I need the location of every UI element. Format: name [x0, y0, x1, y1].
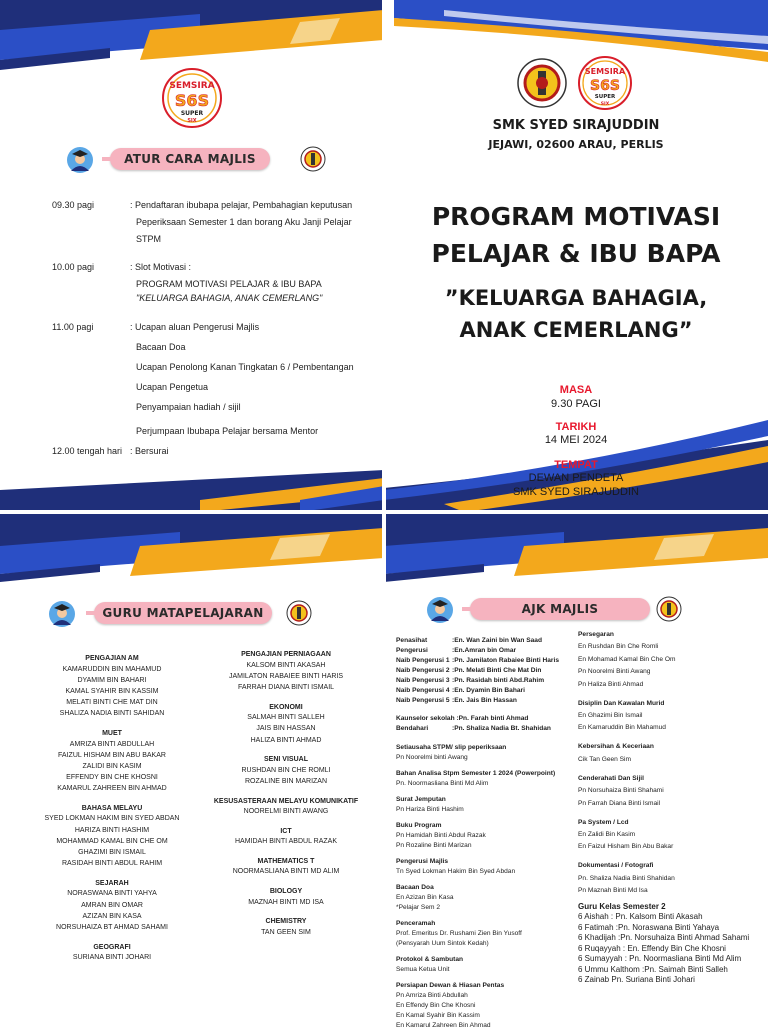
teacher-name: ROZALINE BIN MARIZAN: [244, 777, 328, 785]
subject-heading: MATHEMATICS T: [257, 857, 315, 865]
officer-name: :En.Amran bin Omar: [452, 647, 517, 654]
committee-member: Pn Amriza Binti Abdullah: [396, 992, 468, 999]
teacher-column-right: [188, 650, 384, 938]
panel-divider-horizontal: [0, 510, 768, 514]
teacher-name: SYED LOKMAN HAKIM BIN SYED ABDAN: [44, 815, 180, 823]
subject-heading: PENGAJIAN AM: [85, 655, 139, 662]
committee-member: Pn Hamidah Binti Abdul Razak: [396, 832, 486, 839]
subject-heading: MUET: [102, 729, 122, 737]
right-section-list: [578, 630, 768, 896]
committee-member: Pn Noorelmi Binti Awang: [578, 668, 651, 676]
teacher-name: KAMARUDDIN BIN MAHAMUD: [62, 665, 162, 673]
committee-member: Pn Rozaline Binti Marizan: [396, 842, 472, 849]
committee-member: Pn Noorelmi binti Awang: [396, 754, 468, 761]
teacher-name: HARIZA BINTI HASHIM: [74, 826, 150, 834]
officer-name: :Pn. Rasidah binti Abd.Rahim: [452, 677, 545, 684]
left-section-list: [396, 743, 576, 1031]
committee-member: Pn. Noormasliana Binti Md Alim: [396, 780, 489, 787]
committee-section-title: Surat Jemputan: [396, 796, 446, 803]
graduate-icon: [426, 596, 454, 624]
officer-role: Pengerusi: [396, 647, 428, 654]
officer-name: :En. Dyamin Bin Bahari: [452, 687, 525, 694]
committee-member: En Ghazimi Bin Ismail: [578, 711, 643, 719]
guru-kelas-list: [578, 912, 768, 985]
officer-row: [396, 636, 576, 646]
bendahari-row: Bendahari :Pn. Shaliza Nadia Bt. Shahidan: [396, 725, 551, 732]
tagline-line2: ANAK CEMERLANG”: [459, 318, 693, 342]
committee-member: En Effendy Bin Che Khosni: [396, 1002, 476, 1009]
teacher-name: JAIS BIN HASSAN: [256, 725, 316, 733]
officer-row: [396, 666, 576, 676]
teacher-name: HALIZA BINTI AHMAD: [250, 736, 322, 744]
school-crest-icon: [300, 146, 326, 172]
tempat-value-line2: SMK SYED SIRAJUDDIN: [513, 486, 639, 498]
committee-member: (Pensyarah Uum Sintok Kedah): [396, 940, 489, 947]
teacher-name: FAIZUL HISHAM BIN ABU BAKAR: [58, 751, 166, 759]
semsira-logo: [578, 56, 632, 110]
officer-row: [396, 686, 576, 696]
svg-text:S6S: S6S: [590, 78, 620, 94]
teacher-name: SHALIZA NADIA BINTI SAHIDAN: [59, 710, 165, 718]
subject-heading: BAHASA MELAYU: [81, 804, 143, 812]
committee-section-title: Pengerusi Majlis: [396, 858, 449, 865]
committee-member: Pn. Shaliza Nadia Binti Shahidan: [578, 874, 675, 882]
committee-member: En Faizul Hisham Bin Abu Bakar: [578, 843, 674, 851]
committee-member: Prof. Emeritus Dr. Rushami Zien Bin Yusoff: [396, 930, 522, 937]
officer-name: :En. Wan Zaini bin Wan Saad: [452, 637, 542, 644]
committee-member: Pn Maznah Binti Md Isa: [578, 887, 648, 895]
school-name: SMK SYED SIRAJUDDIN: [492, 118, 660, 133]
officer-role: Penasihat: [396, 637, 428, 644]
teacher-name: DYAMIM BIN BAHARI: [77, 676, 147, 684]
committee-member: En Kamaruddin Bin Mahamud: [578, 724, 666, 732]
committee-section-title: Persiapan Dewan & Hiasan Pentas: [396, 982, 505, 989]
committee-member: Cik Tan Geen Sim: [578, 755, 632, 763]
committee-section-title: Penceramah: [396, 920, 436, 927]
school-crest-icon: [286, 600, 312, 626]
teacher-name: MAZNAH BINTI MD ISA: [248, 898, 324, 906]
teacher-name: AMRIZA BINTI ABDULLAH: [69, 740, 155, 748]
teacher-name: NORSUHAIZA BT AHMAD SAHAMI: [56, 923, 168, 931]
officer-role: Naib Pengerusi 1: [396, 657, 450, 664]
committee-section-title: Bacaan Doa: [396, 884, 434, 891]
program-title-line1: PROGRAM MOTIVASI: [431, 202, 721, 231]
committee-member: En Zalidi Bin Kasim: [578, 830, 636, 838]
subject-heading: KESUSASTERAAN MELAYU KOMUNIKATIF: [213, 797, 359, 805]
officer-name: :Pn. Melati Binti Che Mat Din: [452, 667, 542, 674]
teacher-name: NOORELMI BINTI AWANG: [243, 808, 329, 816]
teacher-name: MELATI BINTI CHE MAT DIN: [66, 699, 158, 707]
semsira-logo: [162, 68, 222, 128]
officer-list: [396, 636, 576, 706]
teacher-column-left: [22, 654, 202, 964]
section-header-ajk: AJK MAJLIS: [470, 598, 650, 620]
tempat-value-line1: DEWAN PENDETA: [528, 472, 624, 484]
kaunselor-row: Kaunselor sekolah :Pn. Farah binti Ahmad: [396, 715, 529, 722]
teacher-name: KAMARUL ZAHREEN BIN AHMAD: [57, 785, 167, 793]
officer-name: :En. Jais Bin Hassan: [452, 697, 517, 704]
teacher-name: AZIZAN BIN KASA: [82, 912, 142, 920]
tagline-line1: ”KELUARGA BAHAGIA,: [444, 286, 708, 310]
subject-heading: PENGAJIAN PERNIAGAAN: [241, 651, 331, 658]
officer-name: :Pn. Jamilaton Rabaiee Binti Haris: [452, 657, 559, 664]
subject-heading: GEOGRAFI: [93, 943, 131, 951]
section-header-atur-cara: ATUR CARA MAJLIS: [110, 148, 270, 170]
officer-row: [396, 696, 576, 706]
guru-kelas-item: 6 Zainab Pn. Suriana Binti Johari: [578, 974, 695, 984]
tarikh-label: TARIKH: [555, 421, 597, 433]
committee-member: Tn Syed Lokman Hakim Bin Syed Abdan: [396, 868, 516, 875]
school-address: JEJAWI, 02600 ARAU, PERLIS: [488, 138, 664, 151]
svg-text:SUPER: SUPER: [180, 110, 204, 117]
committee-member: Pn Farrah Diana Binti Ismail: [578, 799, 661, 807]
guru-kelas-title: Guru Kelas Semester 2: [578, 902, 666, 912]
officer-role: Naib Pengerusi 3: [396, 677, 450, 684]
teacher-name: TAN GEEN SIM: [261, 928, 311, 936]
committee-member: En Azizan Bin Kasa: [396, 894, 454, 901]
committee-section-title: Bahan Analisa Stpm Semester 1 2024 (Powerpoint): [396, 770, 556, 777]
tarikh-value: 14 MEI 2024: [544, 434, 608, 446]
school-crest-icon: [517, 58, 567, 108]
guru-kelas-item: 6 Khadijah :Pn. Norsuhaiza Binti Ahmad Sahami: [578, 933, 750, 943]
committee-section-title: Buku Program: [396, 822, 442, 829]
guru-kelas-item: 6 Ruqayyah : En. Effendy Bin Che Khosni: [578, 943, 726, 953]
officer-role: Naib Pengerusi 2: [396, 667, 450, 674]
graduate-icon: [48, 600, 76, 628]
committee-member: En Mohamad Kamal Bin Che Om: [578, 655, 676, 663]
subject-heading: CHEMISTRY: [265, 918, 307, 926]
committee-section-title: Kebersihan & Keceriaan: [578, 743, 654, 751]
guru-kelas-item: 6 Ummu Kalthom :Pn. Saimah Binti Salleh: [578, 964, 728, 974]
subject-heading: SEJARAH: [95, 879, 129, 887]
committee-member: Pn Haliza Binti Ahmad: [578, 680, 644, 688]
masa-label: MASA: [559, 384, 593, 396]
subject-heading: BIOLOGY: [269, 888, 303, 896]
committee-section-title: Persegaran: [578, 631, 614, 638]
teacher-name: RUSHDAN BIN CHE ROMLI: [241, 766, 331, 774]
officer-role: Naib Pengerusi 4: [396, 687, 450, 694]
committee-member: En Rushdan Bin Che Romli: [578, 643, 659, 651]
teacher-name: SALMAH BINTI SALLEH: [247, 714, 325, 722]
section-header-guru: GURU MATAPELAJARAN: [94, 602, 272, 624]
svg-text:SIX: SIX: [600, 102, 610, 107]
svg-text:SEMSIRA: SEMSIRA: [169, 81, 215, 91]
committee-member: En Kamal Syahir Bin Kassim: [396, 1012, 480, 1019]
teacher-name: FARRAH DIANA BINTI ISMAIL: [237, 683, 335, 691]
teacher-name: NOORMASLIANA BINTI MD ALIM: [232, 868, 340, 876]
panel-guru-matapelajaran: [0, 512, 384, 1024]
teacher-name: ZALIDI BIN KASIM: [82, 762, 142, 770]
committee-section-title: Dokumentasi / Fotografi: [578, 862, 654, 870]
subject-heading: SENI VISUAL: [264, 756, 308, 764]
svg-text:S6S: S6S: [174, 91, 210, 110]
panel-cover: [384, 0, 768, 512]
teacher-name: KAMAL SYAHIR BIN KASSIM: [65, 687, 159, 695]
subject-heading: EKONOMI: [269, 703, 303, 711]
committee-section-title: Protokol & Sambutan: [396, 956, 464, 963]
officer-role: Naib Pengerusi 5: [396, 697, 450, 704]
school-crest-icon: [656, 596, 682, 622]
teacher-name: NORASWANA BINTI YAHYA: [67, 890, 157, 898]
subject-heading: ICT: [280, 827, 292, 835]
graduate-icon: [66, 146, 94, 174]
guru-kelas-item: 6 Fatimah :Pn. Noraswana Binti Yahaya: [578, 922, 720, 932]
guru-kelas-item: 6 Aishah : Pn. Kalsom Binti Akasah: [578, 912, 703, 922]
teacher-name: RASIDAH BINTI ABDUL RAHIM: [61, 860, 163, 868]
teacher-name: SURIANA BINTI JOHARI: [72, 954, 152, 962]
program-title-line2: PELAJAR & IBU BAPA: [431, 239, 721, 268]
guru-kelas-item: 6 Sumayyah : Pn. Noormasliana Binti Md Alim: [578, 954, 742, 964]
svg-text:SEMSIRA: SEMSIRA: [584, 67, 626, 76]
committee-section-title: Disiplin Dan Kawalan Murid: [578, 699, 665, 707]
committee-member: *Pelajar Sem 2: [396, 904, 440, 911]
panel-ajk-majlis: [384, 512, 768, 1029]
teacher-name: HAMIDAH BINTI ABDUL RAZAK: [234, 838, 338, 846]
svg-text:SIX: SIX: [187, 118, 197, 124]
masa-value: 9.30 PAGI: [551, 398, 601, 410]
officer-row: [396, 676, 576, 686]
committee-column-left: [396, 636, 576, 1031]
committee-member: Semua Ketua Unit: [396, 966, 450, 973]
teacher-name: JAMILATON RABAIEE BINTI HARIS: [228, 672, 344, 680]
committee-member: Pn Norsuhaiza Binti Shahami: [578, 787, 664, 795]
teacher-name: EFFENDY BIN CHE KHOSNI: [66, 774, 158, 782]
committee-column-right: [578, 630, 768, 985]
panel-atur-cara: SEMSIRA S6S SUPER SIX ATUR CARA MAJLIS 09.30 pagi : Pendaftaran ibubapa pelajar, Pembahagian keputusan Peperiksaan Semester 1 dan borang Aku Janji Pelajar STPM 10.00 pagi : Slot Motivasi : PROGRAM MOTIVASI PELAJAR & IBU BAPA "KELUARGA BAHAGIA, ANAK CEMERLANG" 11.00 pagi : Ucapan aluan Pengerusi Majlis Bacaan Doa Ucapan Penolong Kanan Tingkatan 6 / Pembentangan Ucapan Pengetua Penyampaian hadiah / sijil Perjumpaan Ibubapa Pelajar bersama Mentor 12.00 tengah hari : Bersurai: [0, 0, 384, 512]
teacher-name: AMRAN BIN OMAR: [81, 901, 143, 909]
committee-member: Pn Hariza Binti Hashim: [396, 806, 464, 813]
committee-section-title: Cenderahati Dan Sijil: [578, 774, 644, 782]
officer-row: [396, 646, 576, 656]
committee-member: En Kamarul Zahreen Bin Ahmad: [396, 1022, 491, 1029]
teacher-name: MOHAMMAD KAMAL BIN CHE OM: [56, 837, 168, 845]
svg-text:SUPER: SUPER: [594, 94, 616, 100]
officer-row: [396, 656, 576, 666]
tempat-label: TEMPAT: [554, 459, 598, 471]
teacher-name: KALSOM BINTI AKASAH: [246, 661, 326, 669]
committee-section-title: Pa System / Lcd: [578, 818, 629, 826]
committee-section-title: Setiausaha STPM/ slip peperiksaan: [396, 744, 507, 751]
teacher-name: GHAZIMI BIN ISMAIL: [78, 849, 146, 857]
